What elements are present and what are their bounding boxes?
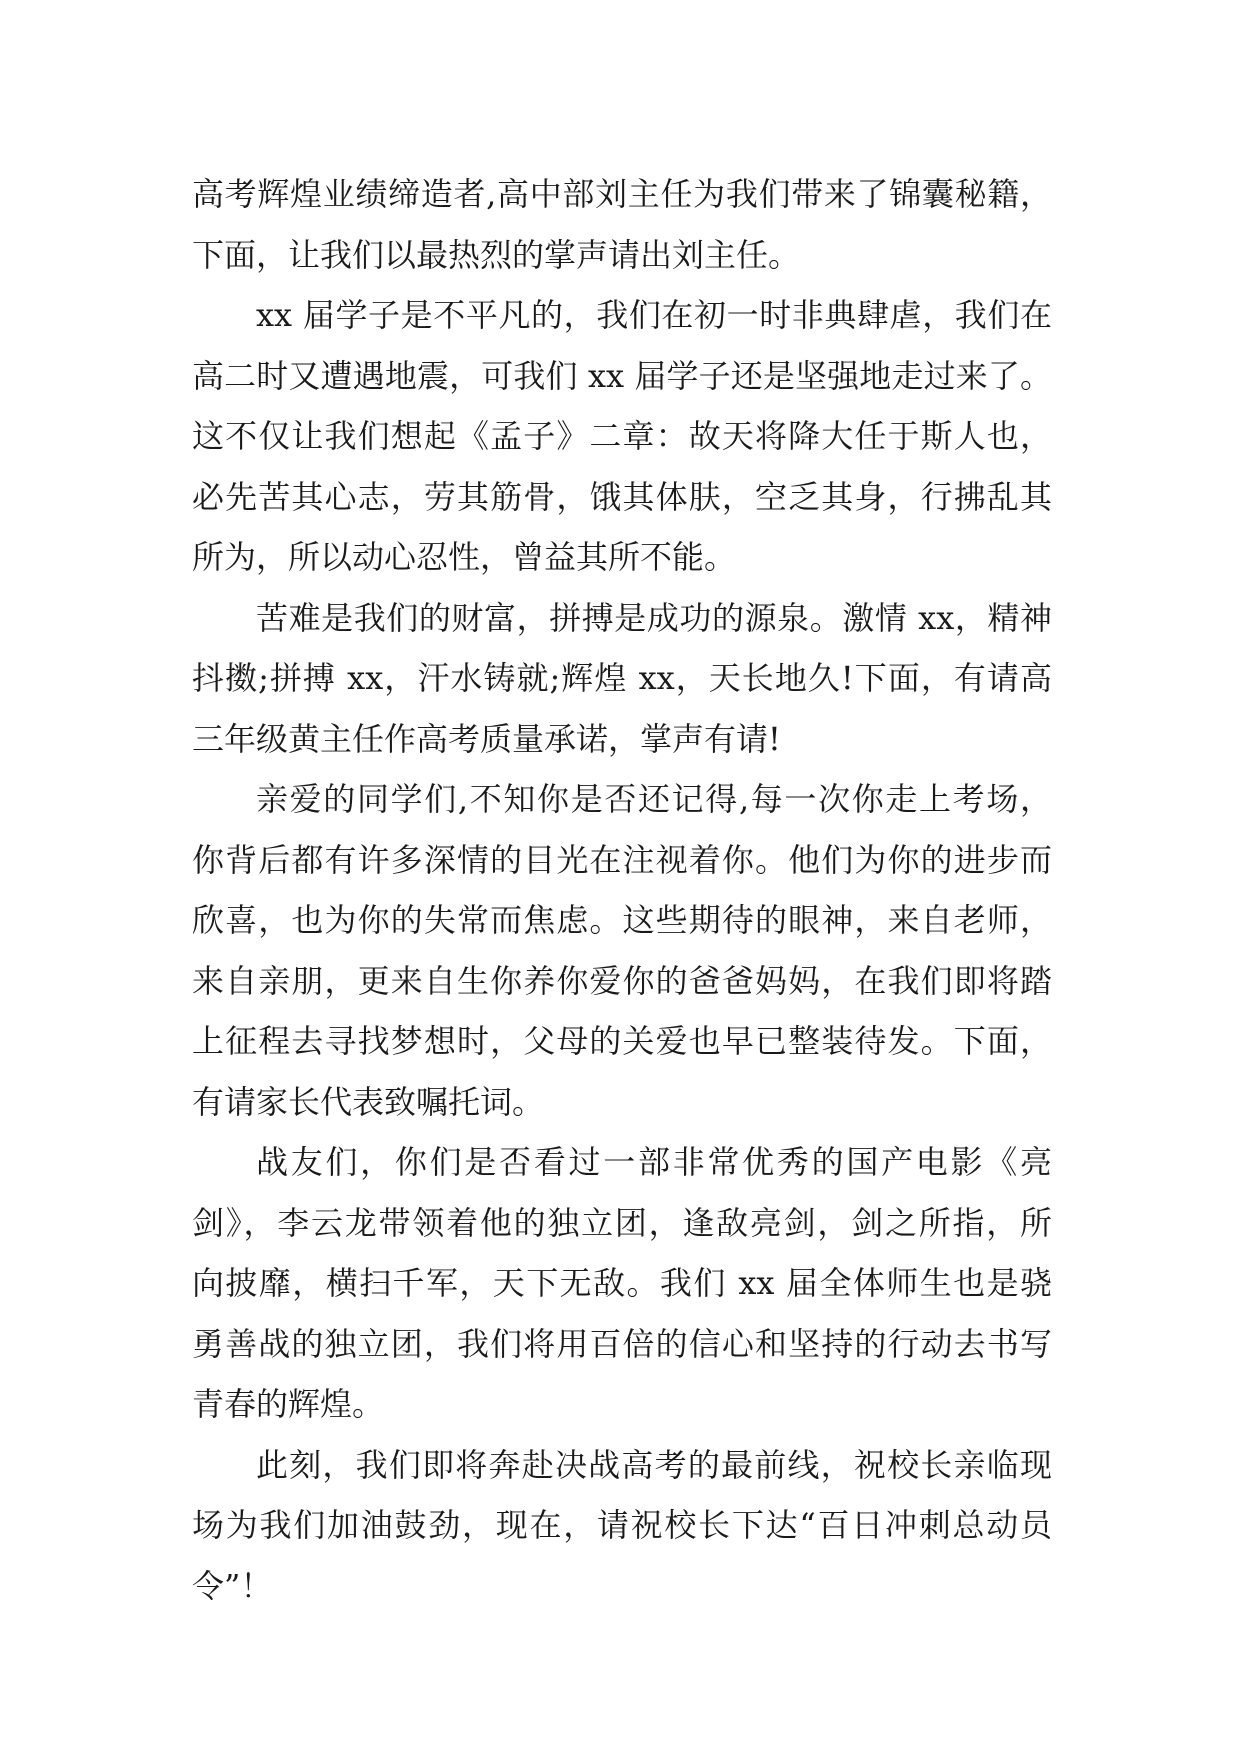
text-line: 这不仅让我们想起《孟子》二章：故天将降大任于斯人也， [192, 417, 1052, 455]
text-line: 抖擞;拼搏 xx，汗水铸就;辉煌 xx，天长地久!下面，有请高 [192, 659, 1052, 697]
text-line: 必先苦其心志，劳其筋骨，饿其体肤，空乏其身，行拂乱其 [192, 477, 1052, 516]
text-line: 亲爱的同学们,不知你是否还记得,每一次你走上考场， [256, 780, 1052, 818]
text-line: 向披靡，横扫千军，天下无敌。我们 xx 届全体师生也是骁 [192, 1264, 1052, 1302]
document-body [192, 164, 1052, 1616]
text-line: 欣喜，也为你的失常而焦虑。这些期待的眼神，来自老师， [192, 901, 1052, 939]
text-line: 来自亲朋，更来自生你养你爱你的爸爸妈妈，在我们即将踏 [192, 961, 1052, 1000]
text-line: 勇善战的独立团，我们将用百倍的信心和坚持的行动去书写 [192, 1324, 1052, 1363]
text-line: 令”！ [192, 1566, 273, 1605]
text-line: 此刻，我们即将奔赴决战高考的最前线，祝校长亲临现 [256, 1445, 1052, 1484]
text-line: 战友们，你们是否看过一部非常优秀的国产电影《亮 [256, 1143, 1052, 1181]
text-line: 三年级黄主任作高考质量承诺，掌声有请! [192, 719, 781, 758]
text-line: 剑》，李云龙带领着他的独立团，逢敌亮剑，剑之所指，所 [192, 1203, 1052, 1242]
text-line: 下面，让我们以最热烈的掌声请出刘主任。 [192, 235, 801, 274]
text-line: 苦难是我们的财富，拼搏是成功的源泉。激情 xx，精神 [256, 598, 1052, 637]
text-line: 场为我们加油鼓劲，现在，请祝校长下达“百日冲刺总动员 [192, 1506, 1052, 1544]
text-line: 你背后都有许多深情的目光在注视着你。他们为你的进步而 [192, 840, 1052, 879]
text-line: 所为，所以动心忍性，曾益其所不能。 [192, 538, 737, 576]
text-line: 上征程去寻找梦想时，父母的关爱也早已整装待发。下面， [192, 1022, 1052, 1060]
text-line: xx 届学子是不平凡的，我们在初一时非典肆虐，我们在 [256, 296, 1052, 334]
text-line: 有请家长代表致嘱托词。 [192, 1082, 545, 1121]
text-line: 青春的辉煌。 [192, 1385, 385, 1423]
text-line: 高二时又遭遇地震，可我们 xx 届学子还是坚强地走过来了。 [192, 356, 1052, 395]
text-line: 高考辉煌业绩缔造者,高中部刘主任为我们带来了锦囊秘籍， [192, 175, 1052, 213]
